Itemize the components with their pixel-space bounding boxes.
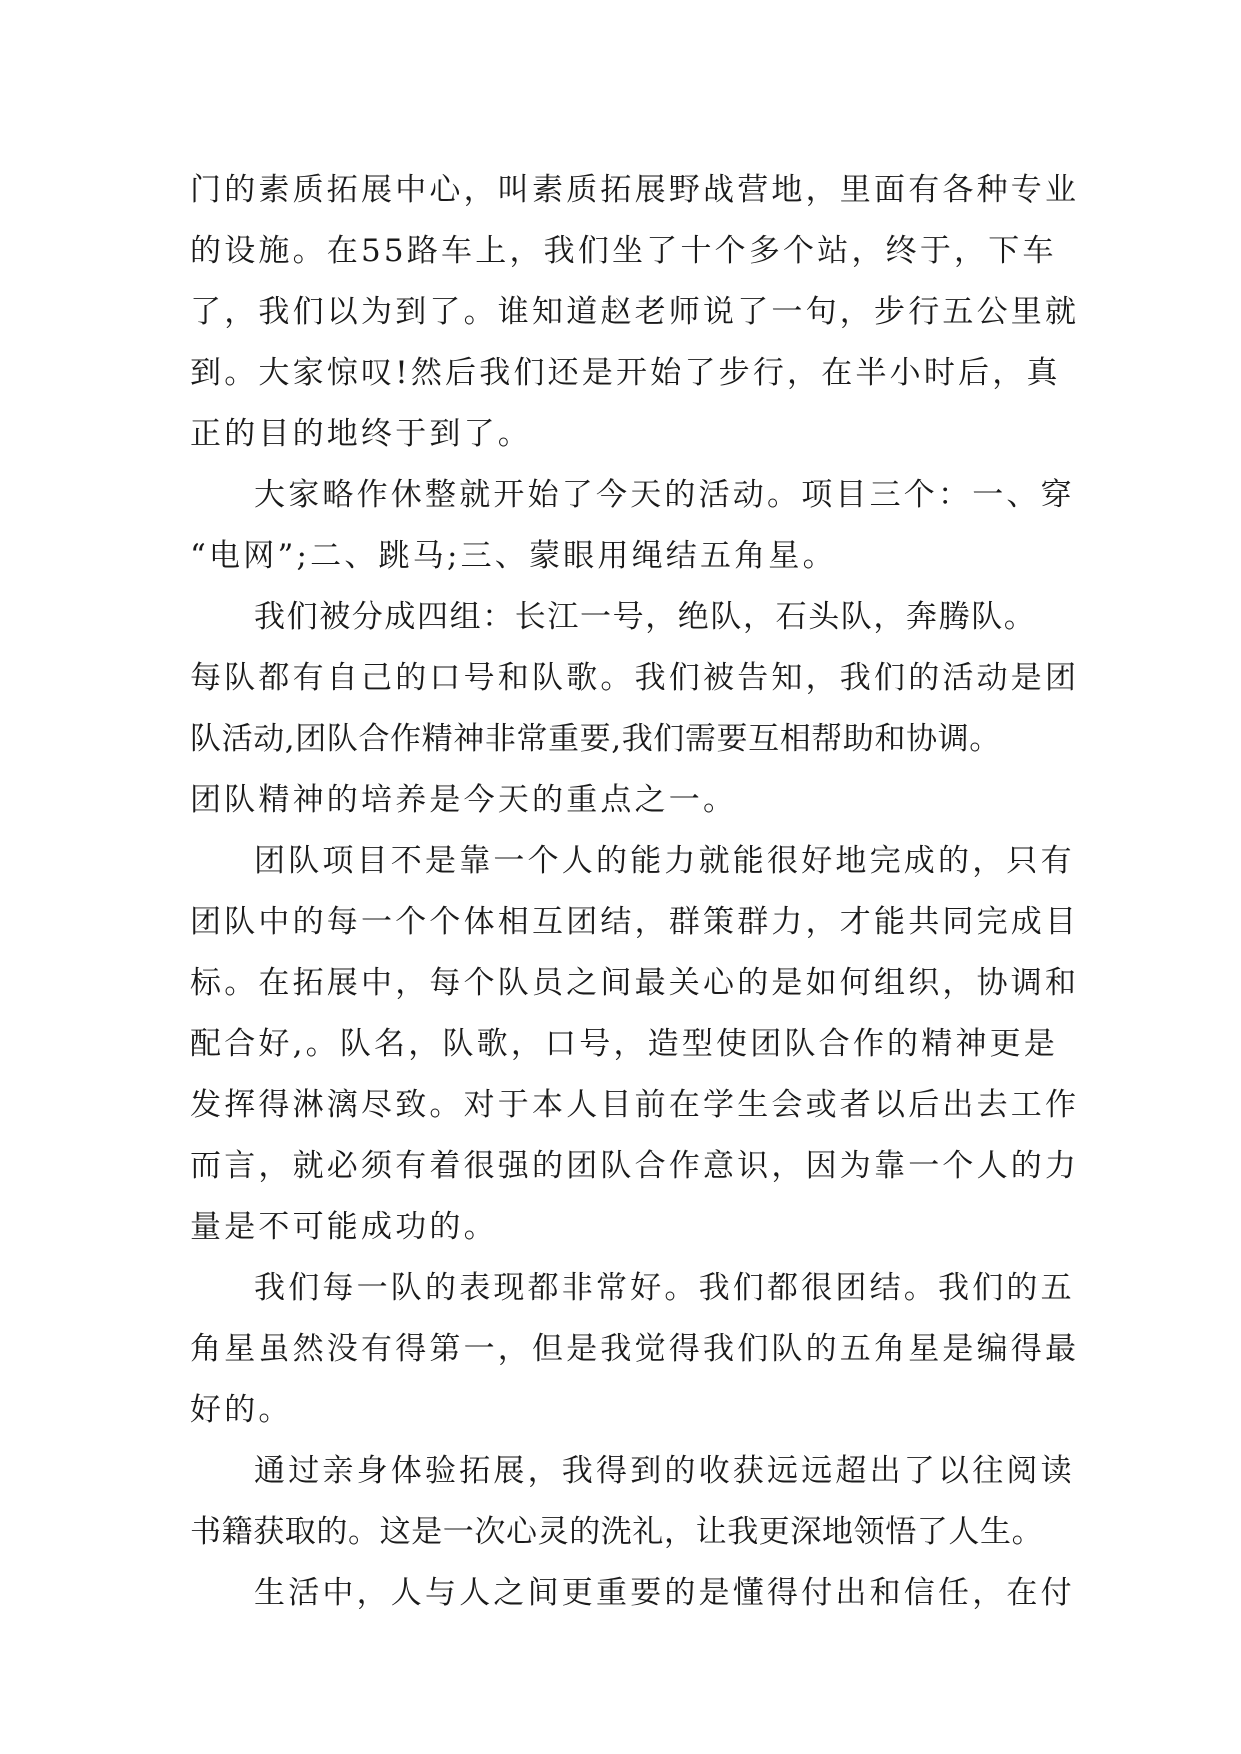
paragraph-start-line: 我们每一队的表现都非常好。我们都很团结。我们的五 [254,1270,1075,1306]
text-line: 标。在拓展中，每个队员之间最关心的是如何组织，协调和 [190,965,1080,1001]
text-line: 团队精神的培养是今天的重点之一。 [190,782,738,818]
paragraph-start-line: 通过亲身体验拓展，我得到的收获远远超出了以往阅读 [254,1453,1075,1489]
text-line: 而言，就必须有着很强的团队合作意识，因为靠一个人的力 [190,1148,1080,1184]
text-line: 发挥得淋漓尽致。对于本人目前在学生会或者以后出去工作 [190,1087,1080,1123]
text-line: 的设施。在55路车上，我们坐了十个多个站，终于，下车 [190,233,1057,269]
paragraph-start-line: 我们被分成四组：长江一号，绝队，石头队，奔腾队。 [254,599,1037,635]
paragraph-start-line: 大家略作休整就开始了今天的活动。项目三个：一、穿 [254,477,1075,513]
text-line: 书籍获取的。这是一次心灵的洗礼，让我更深地领悟了人生。 [190,1514,1044,1550]
text-line: 好的。 [190,1392,293,1428]
text-line: 了，我们以为到了。谁知道赵老师说了一句，步行五公里就 [190,294,1080,330]
text-line: 正的目的地终于到了。 [190,416,532,452]
text-line: 每队都有自己的口号和队歌。我们被告知，我们的活动是团 [190,660,1080,696]
text-line: 量是不可能成功的。 [190,1209,498,1245]
paragraph-start-line: 生活中，人与人之间更重要的是懂得付出和信任，在付 [254,1575,1075,1611]
text-line: 到。大家惊叹!然后我们还是开始了步行，在半小时后，真 [190,355,1061,391]
text-line: “电网”;二、跳马;三、蒙眼用绳结五角星。 [190,538,837,574]
text-line: 配合好,。队名，队歌，口号，造型使团队合作的精神更是 [190,1026,1059,1062]
text-line: 队活动,团队合作精神非常重要,我们需要互相帮助和协调。 [190,721,1001,757]
text-line: 团队中的每一个个体相互团结，群策群力，才能共同完成目 [190,904,1080,940]
paragraph-start-line: 团队项目不是靠一个人的能力就能很好地完成的，只有 [254,843,1075,879]
text-line: 门的素质拓展中心，叫素质拓展野战营地，里面有各种专业 [190,172,1080,208]
text-line: 角星虽然没有得第一，但是我觉得我们队的五角星是编得最 [190,1331,1080,1367]
document-body [190,160,1080,1624]
